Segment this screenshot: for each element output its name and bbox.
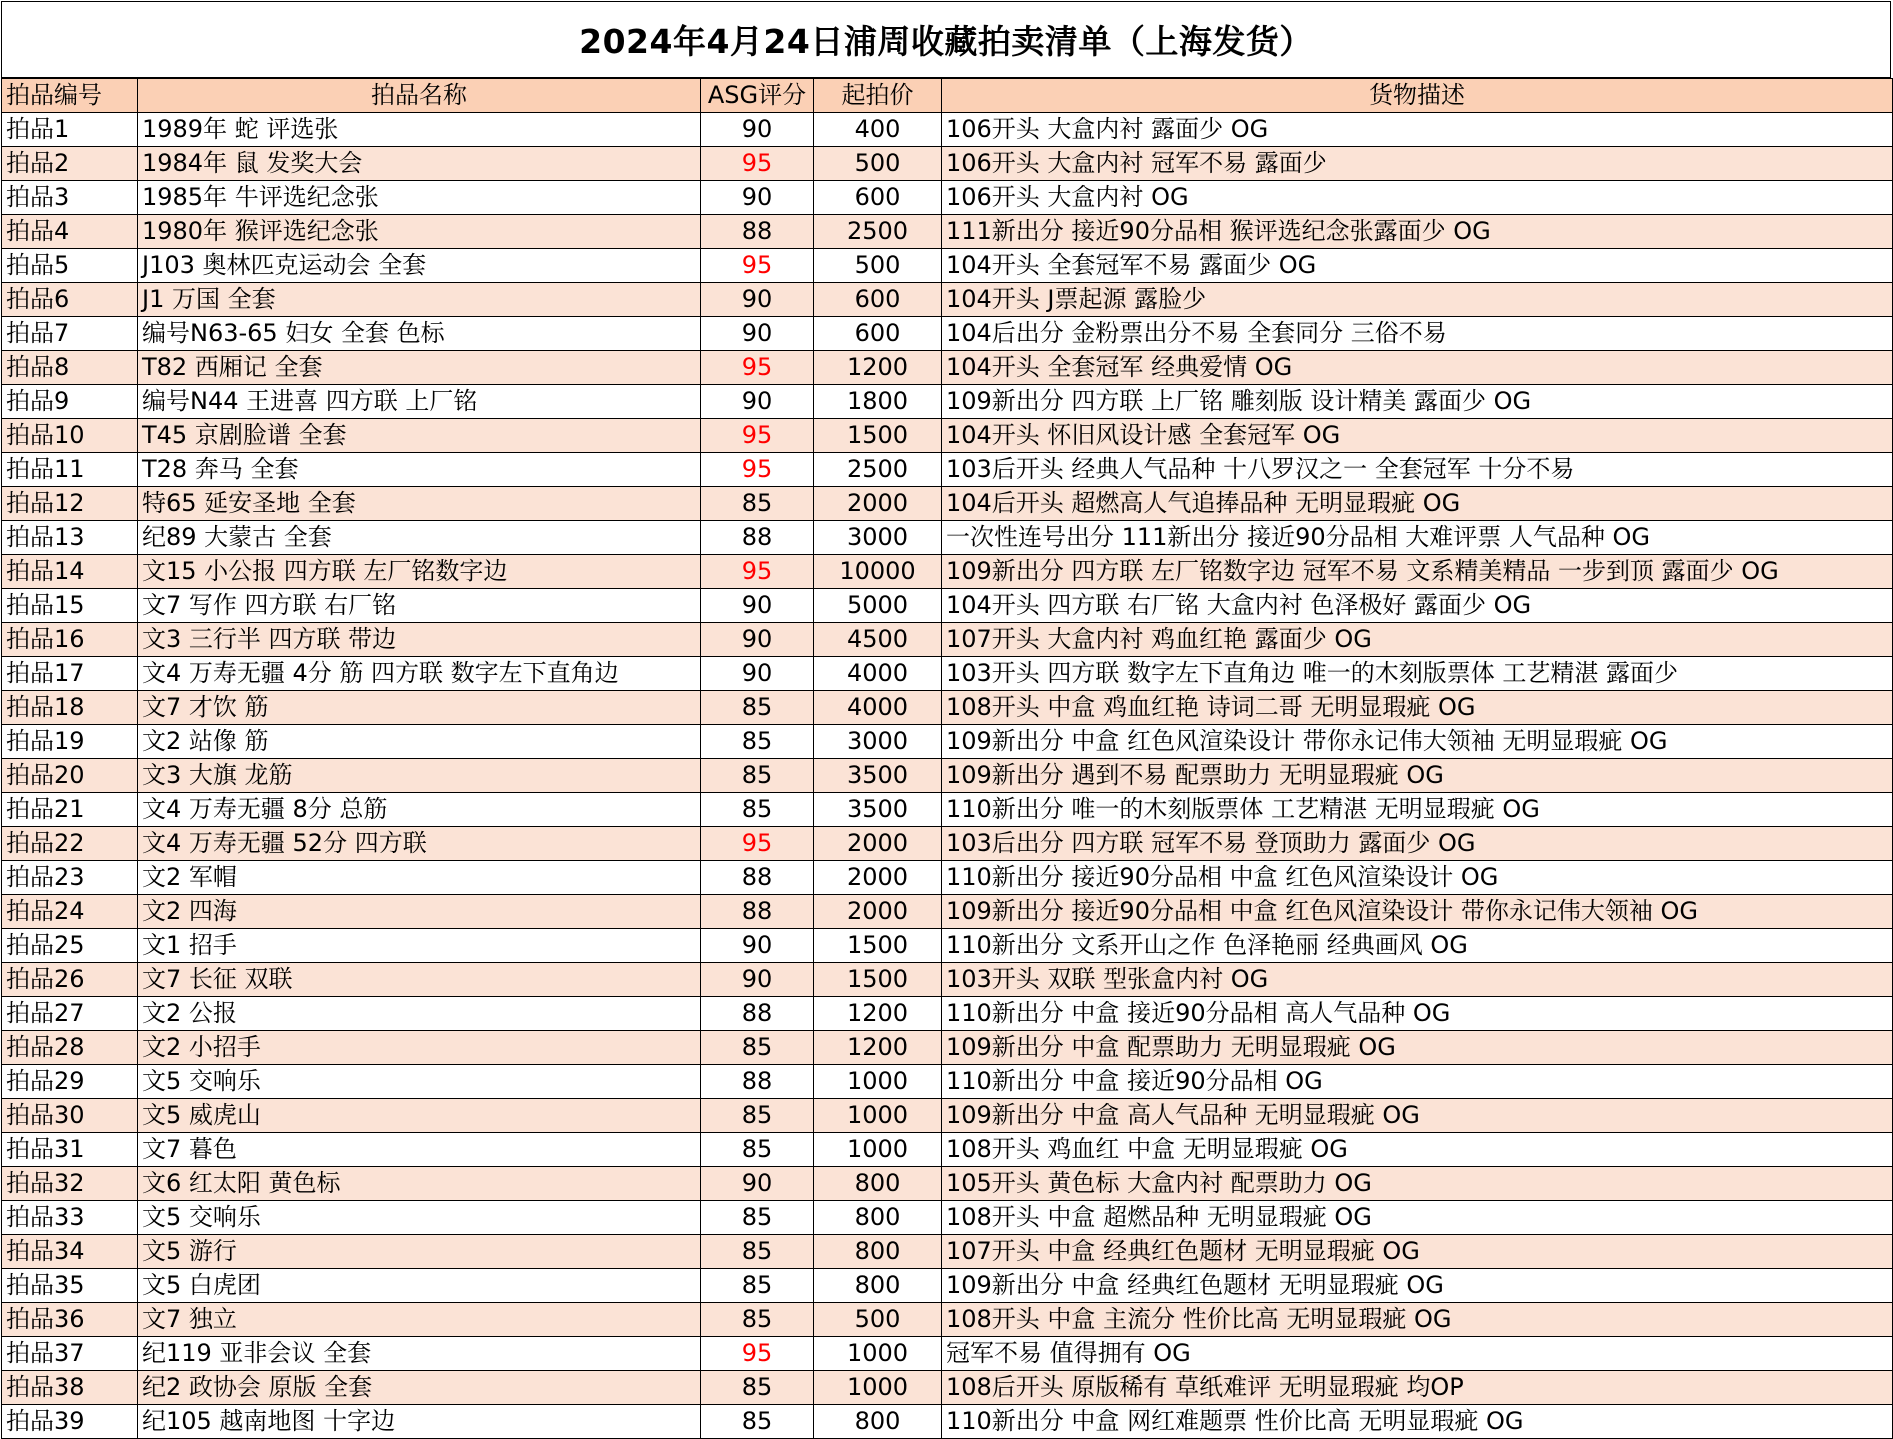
start-price-cell: 400	[814, 113, 942, 147]
header-start-price: 起拍价	[814, 79, 942, 113]
table-row	[2, 827, 1893, 861]
lot-number-cell: 拍品33	[2, 1201, 138, 1235]
description-cell: 109新出分 四方联 上厂铭 雕刻版 设计精美 露面少 OG	[942, 385, 1893, 419]
table-row	[2, 1269, 1893, 1303]
asg-score-cell: 90	[701, 181, 814, 215]
asg-score-cell: 85	[701, 1269, 814, 1303]
lot-number-cell: 拍品39	[2, 1405, 138, 1439]
table-row	[2, 521, 1893, 555]
description-cell: 110新出分 中盒 网红难题票 性价比高 无明显瑕疵 OG	[942, 1405, 1893, 1439]
description-cell: 110新出分 中盒 接近90分品相 OG	[942, 1065, 1893, 1099]
asg-score-cell: 95	[701, 1337, 814, 1371]
lot-number-cell: 拍品36	[2, 1303, 138, 1337]
sheet-title: 2024年4月24日浦周收藏拍卖清单（上海发货）	[1, 1, 1891, 78]
table-row	[2, 147, 1893, 181]
table-row	[2, 1031, 1893, 1065]
description-cell: 103后出分 四方联 冠军不易 登顶助力 露面少 OG	[942, 827, 1893, 861]
lot-name-cell: 文2 四海	[138, 895, 701, 929]
description-cell: 103开头 双联 型张盒内衬 OG	[942, 963, 1893, 997]
asg-score-cell: 85	[701, 487, 814, 521]
lot-name-cell: 编号N63-65 妇女 全套 色标	[138, 317, 701, 351]
description-cell: 106开头 大盒内衬 露面少 OG	[942, 113, 1893, 147]
description-cell: 109新出分 中盒 经典红色题材 无明显瑕疵 OG	[942, 1269, 1893, 1303]
asg-score-cell: 85	[701, 1405, 814, 1439]
description-cell: 111新出分 接近90分品相 猴评选纪念张露面少 OG	[942, 215, 1893, 249]
lot-name-cell: 文5 威虎山	[138, 1099, 701, 1133]
asg-score-cell: 85	[701, 691, 814, 725]
lot-number-cell: 拍品32	[2, 1167, 138, 1201]
table-row	[2, 1201, 1893, 1235]
lot-number-cell: 拍品29	[2, 1065, 138, 1099]
start-price-cell: 1200	[814, 997, 942, 1031]
start-price-cell: 600	[814, 283, 942, 317]
lot-number-cell: 拍品17	[2, 657, 138, 691]
table-row	[2, 963, 1893, 997]
lot-name-cell: 文4 万寿无疆 4分 筋 四方联 数字左下直角边	[138, 657, 701, 691]
lot-name-cell: T28 奔马 全套	[138, 453, 701, 487]
lot-name-cell: 文2 军帽	[138, 861, 701, 895]
lot-number-cell: 拍品14	[2, 555, 138, 589]
table-row	[2, 487, 1893, 521]
asg-score-cell: 88	[701, 997, 814, 1031]
start-price-cell: 4500	[814, 623, 942, 657]
description-cell: 109新出分 中盒 高人气品种 无明显瑕疵 OG	[942, 1099, 1893, 1133]
start-price-cell: 1000	[814, 1371, 942, 1405]
lot-number-cell: 拍品6	[2, 283, 138, 317]
start-price-cell: 2000	[814, 827, 942, 861]
lot-number-cell: 拍品5	[2, 249, 138, 283]
lot-number-cell: 拍品4	[2, 215, 138, 249]
asg-score-cell: 85	[701, 1371, 814, 1405]
lot-number-cell: 拍品15	[2, 589, 138, 623]
description-cell: 108开头 中盒 主流分 性价比高 无明显瑕疵 OG	[942, 1303, 1893, 1337]
lot-name-cell: 1980年 猴评选纪念张	[138, 215, 701, 249]
description-cell: 103后开头 经典人气品种 十八罗汉之一 全套冠军 十分不易	[942, 453, 1893, 487]
asg-score-cell: 95	[701, 249, 814, 283]
description-cell: 109新出分 四方联 左厂铭数字边 冠军不易 文系精美精品 一步到顶 露面少 OG	[942, 555, 1893, 589]
asg-score-cell: 90	[701, 963, 814, 997]
description-cell: 104开头 怀旧风设计感 全套冠军 OG	[942, 419, 1893, 453]
lot-number-cell: 拍品7	[2, 317, 138, 351]
start-price-cell: 800	[814, 1235, 942, 1269]
lot-name-cell: 文7 才饮 筋	[138, 691, 701, 725]
asg-score-cell: 90	[701, 589, 814, 623]
description-cell: 106开头 大盒内衬 OG	[942, 181, 1893, 215]
table-row	[2, 317, 1893, 351]
description-cell: 107开头 中盒 经典红色题材 无明显瑕疵 OG	[942, 1235, 1893, 1269]
lot-number-cell: 拍品25	[2, 929, 138, 963]
header-lot-name: 拍品名称	[138, 79, 701, 113]
table-row	[2, 1405, 1893, 1439]
start-price-cell: 500	[814, 147, 942, 181]
table-row	[2, 1167, 1893, 1201]
table-row	[2, 725, 1893, 759]
asg-score-cell: 85	[701, 1235, 814, 1269]
table-row	[2, 997, 1893, 1031]
lot-number-cell: 拍品31	[2, 1133, 138, 1167]
lot-name-cell: 1985年 牛评选纪念张	[138, 181, 701, 215]
asg-score-cell: 90	[701, 1167, 814, 1201]
table-row	[2, 895, 1893, 929]
lot-number-cell: 拍品24	[2, 895, 138, 929]
table-row	[2, 453, 1893, 487]
asg-score-cell: 88	[701, 1065, 814, 1099]
lot-number-cell: 拍品19	[2, 725, 138, 759]
table-row	[2, 657, 1893, 691]
description-cell: 冠军不易 值得拥有 OG	[942, 1337, 1893, 1371]
start-price-cell: 5000	[814, 589, 942, 623]
table-row	[2, 351, 1893, 385]
lot-name-cell: 文2 公报	[138, 997, 701, 1031]
description-cell: 109新出分 中盒 配票助力 无明显瑕疵 OG	[942, 1031, 1893, 1065]
lot-name-cell: 文2 站像 筋	[138, 725, 701, 759]
lot-name-cell: 纪2 政协会 原版 全套	[138, 1371, 701, 1405]
lot-name-cell: 文5 游行	[138, 1235, 701, 1269]
lot-name-cell: 文5 交响乐	[138, 1201, 701, 1235]
lot-number-cell: 拍品21	[2, 793, 138, 827]
start-price-cell: 1500	[814, 963, 942, 997]
start-price-cell: 1500	[814, 419, 942, 453]
asg-score-cell: 90	[701, 283, 814, 317]
start-price-cell: 1000	[814, 1065, 942, 1099]
description-cell: 103开头 四方联 数字左下直角边 唯一的木刻版票体 工艺精湛 露面少	[942, 657, 1893, 691]
table-row	[2, 589, 1893, 623]
lot-number-cell: 拍品27	[2, 997, 138, 1031]
start-price-cell: 3500	[814, 759, 942, 793]
description-cell: 104开头 全套冠军不易 露面少 OG	[942, 249, 1893, 283]
table-row	[2, 283, 1893, 317]
lot-name-cell: J103 奥林匹克运动会 全套	[138, 249, 701, 283]
table-row	[2, 929, 1893, 963]
table-row	[2, 215, 1893, 249]
start-price-cell: 3000	[814, 521, 942, 555]
lot-number-cell: 拍品30	[2, 1099, 138, 1133]
description-cell: 110新出分 文系开山之作 色泽艳丽 经典画风 OG	[942, 929, 1893, 963]
start-price-cell: 4000	[814, 657, 942, 691]
lot-number-cell: 拍品26	[2, 963, 138, 997]
lot-name-cell: 1984年 鼠 发奖大会	[138, 147, 701, 181]
description-cell: 108开头 中盒 超燃品种 无明显瑕疵 OG	[942, 1201, 1893, 1235]
asg-score-cell: 85	[701, 1133, 814, 1167]
asg-score-cell: 85	[701, 1031, 814, 1065]
start-price-cell: 600	[814, 317, 942, 351]
lot-name-cell: T45 京剧脸谱 全套	[138, 419, 701, 453]
asg-score-cell: 88	[701, 861, 814, 895]
lot-name-cell: 编号N44 王进喜 四方联 上厂铭	[138, 385, 701, 419]
lot-name-cell: 文3 三行半 四方联 带边	[138, 623, 701, 657]
table-row	[2, 249, 1893, 283]
lot-name-cell: 文7 独立	[138, 1303, 701, 1337]
description-cell: 109新出分 中盒 红色风渲染设计 带你永记伟大领袖 无明显瑕疵 OG	[942, 725, 1893, 759]
asg-score-cell: 90	[701, 113, 814, 147]
start-price-cell: 1200	[814, 351, 942, 385]
asg-score-cell: 95	[701, 453, 814, 487]
description-cell: 110新出分 唯一的木刻版票体 工艺精湛 无明显瑕疵 OG	[942, 793, 1893, 827]
description-cell: 110新出分 中盒 接近90分品相 高人气品种 OG	[942, 997, 1893, 1031]
table-row	[2, 793, 1893, 827]
start-price-cell: 1000	[814, 1099, 942, 1133]
lot-number-cell: 拍品1	[2, 113, 138, 147]
asg-score-cell: 85	[701, 725, 814, 759]
table-row	[2, 1099, 1893, 1133]
asg-score-cell: 95	[701, 419, 814, 453]
lot-number-cell: 拍品38	[2, 1371, 138, 1405]
lot-number-cell: 拍品10	[2, 419, 138, 453]
start-price-cell: 800	[814, 1405, 942, 1439]
start-price-cell: 500	[814, 1303, 942, 1337]
asg-score-cell: 88	[701, 215, 814, 249]
start-price-cell: 2000	[814, 895, 942, 929]
lot-name-cell: 纪89 大蒙古 全套	[138, 521, 701, 555]
asg-score-cell: 90	[701, 317, 814, 351]
lot-name-cell: 文2 小招手	[138, 1031, 701, 1065]
start-price-cell: 2000	[814, 861, 942, 895]
lot-number-cell: 拍品2	[2, 147, 138, 181]
table-row	[2, 419, 1893, 453]
lot-number-cell: 拍品22	[2, 827, 138, 861]
lot-name-cell: 文15 小公报 四方联 左厂铭数字边	[138, 555, 701, 589]
lot-name-cell: 特65 延安圣地 全套	[138, 487, 701, 521]
header-asg-score: ASG评分	[701, 79, 814, 113]
asg-score-cell: 90	[701, 929, 814, 963]
lot-number-cell: 拍品28	[2, 1031, 138, 1065]
asg-score-cell: 85	[701, 1099, 814, 1133]
lot-name-cell: T82 西厢记 全套	[138, 351, 701, 385]
start-price-cell: 600	[814, 181, 942, 215]
asg-score-cell: 90	[701, 657, 814, 691]
table-row	[2, 1065, 1893, 1099]
asg-score-cell: 95	[701, 351, 814, 385]
start-price-cell: 2500	[814, 215, 942, 249]
start-price-cell: 500	[814, 249, 942, 283]
start-price-cell: 1000	[814, 1133, 942, 1167]
asg-score-cell: 85	[701, 793, 814, 827]
start-price-cell: 800	[814, 1201, 942, 1235]
lot-number-cell: 拍品13	[2, 521, 138, 555]
table-row	[2, 1133, 1893, 1167]
asg-score-cell: 88	[701, 895, 814, 929]
start-price-cell: 10000	[814, 555, 942, 589]
start-price-cell: 1500	[814, 929, 942, 963]
table-row	[2, 555, 1893, 589]
start-price-cell: 4000	[814, 691, 942, 725]
table-row	[2, 691, 1893, 725]
lot-name-cell: 文5 交响乐	[138, 1065, 701, 1099]
description-cell: 109新出分 遇到不易 配票助力 无明显瑕疵 OG	[942, 759, 1893, 793]
lot-name-cell: 文7 写作 四方联 右厂铭	[138, 589, 701, 623]
lot-name-cell: 文4 万寿无疆 52分 四方联	[138, 827, 701, 861]
lot-name-cell: 文7 长征 双联	[138, 963, 701, 997]
header-description: 货物描述	[942, 79, 1893, 113]
lot-number-cell: 拍品12	[2, 487, 138, 521]
table-row	[2, 113, 1893, 147]
description-cell: 104开头 J票起源 露脸少	[942, 283, 1893, 317]
asg-score-cell: 85	[701, 759, 814, 793]
description-cell: 107开头 大盒内衬 鸡血红艳 露面少 OG	[942, 623, 1893, 657]
table-row	[2, 623, 1893, 657]
description-cell: 104开头 四方联 右厂铭 大盒内衬 色泽极好 露面少 OG	[942, 589, 1893, 623]
auction-table	[1, 78, 1893, 1439]
header-lot-number: 拍品编号	[2, 79, 138, 113]
lot-name-cell: 纪119 亚非会议 全套	[138, 1337, 701, 1371]
table-row	[2, 181, 1893, 215]
asg-score-cell: 95	[701, 555, 814, 589]
asg-score-cell: 95	[701, 147, 814, 181]
table-row	[2, 1337, 1893, 1371]
start-price-cell: 1000	[814, 1337, 942, 1371]
lot-number-cell: 拍品23	[2, 861, 138, 895]
lot-number-cell: 拍品20	[2, 759, 138, 793]
lot-number-cell: 拍品16	[2, 623, 138, 657]
lot-number-cell: 拍品37	[2, 1337, 138, 1371]
start-price-cell: 3500	[814, 793, 942, 827]
start-price-cell: 800	[814, 1269, 942, 1303]
start-price-cell: 1200	[814, 1031, 942, 1065]
lot-name-cell: 1989年 蛇 评选张	[138, 113, 701, 147]
lot-number-cell: 拍品8	[2, 351, 138, 385]
asg-score-cell: 95	[701, 827, 814, 861]
description-cell: 105开头 黄色标 大盒内衬 配票助力 OG	[942, 1167, 1893, 1201]
table-row	[2, 759, 1893, 793]
lot-number-cell: 拍品35	[2, 1269, 138, 1303]
start-price-cell: 2000	[814, 487, 942, 521]
description-cell: 108后开头 原版稀有 草纸难评 无明显瑕疵 均OP	[942, 1371, 1893, 1405]
asg-score-cell: 88	[701, 521, 814, 555]
table-row	[2, 1303, 1893, 1337]
description-cell: 108开头 中盒 鸡血红艳 诗词二哥 无明显瑕疵 OG	[942, 691, 1893, 725]
start-price-cell: 800	[814, 1167, 942, 1201]
lot-number-cell: 拍品34	[2, 1235, 138, 1269]
asg-score-cell: 85	[701, 1201, 814, 1235]
description-cell: 104后出分 金粉票出分不易 全套同分 三俗不易	[942, 317, 1893, 351]
asg-score-cell: 90	[701, 385, 814, 419]
lot-name-cell: 文7 暮色	[138, 1133, 701, 1167]
description-cell: 104开头 全套冠军 经典爱情 OG	[942, 351, 1893, 385]
table-row	[2, 1371, 1893, 1405]
description-cell: 一次性连号出分 111新出分 接近90分品相 大难评票 人气品种 OG	[942, 521, 1893, 555]
start-price-cell: 3000	[814, 725, 942, 759]
start-price-cell: 2500	[814, 453, 942, 487]
description-cell: 104后开头 超燃高人气追捧品种 无明显瑕疵 OG	[942, 487, 1893, 521]
asg-score-cell: 90	[701, 623, 814, 657]
lot-number-cell: 拍品9	[2, 385, 138, 419]
lot-name-cell: 纪105 越南地图 十字边	[138, 1405, 701, 1439]
table-row	[2, 861, 1893, 895]
table-row	[2, 1235, 1893, 1269]
lot-name-cell: 文6 红太阳 黄色标	[138, 1167, 701, 1201]
start-price-cell: 1800	[814, 385, 942, 419]
lot-name-cell: 文5 白虎团	[138, 1269, 701, 1303]
description-cell: 108开头 鸡血红 中盒 无明显瑕疵 OG	[942, 1133, 1893, 1167]
lot-name-cell: 文3 大旗 龙筋	[138, 759, 701, 793]
description-cell: 106开头 大盒内衬 冠军不易 露面少	[942, 147, 1893, 181]
lot-number-cell: 拍品11	[2, 453, 138, 487]
description-cell: 110新出分 接近90分品相 中盒 红色风渲染设计 OG	[942, 861, 1893, 895]
lot-name-cell: J1 万国 全套	[138, 283, 701, 317]
description-cell: 109新出分 接近90分品相 中盒 红色风渲染设计 带你永记伟大领袖 OG	[942, 895, 1893, 929]
asg-score-cell: 85	[701, 1303, 814, 1337]
header-row	[2, 79, 1893, 113]
lot-name-cell: 文1 招手	[138, 929, 701, 963]
lot-number-cell: 拍品3	[2, 181, 138, 215]
lot-name-cell: 文4 万寿无疆 8分 总筋	[138, 793, 701, 827]
table-row	[2, 385, 1893, 419]
lot-number-cell: 拍品18	[2, 691, 138, 725]
